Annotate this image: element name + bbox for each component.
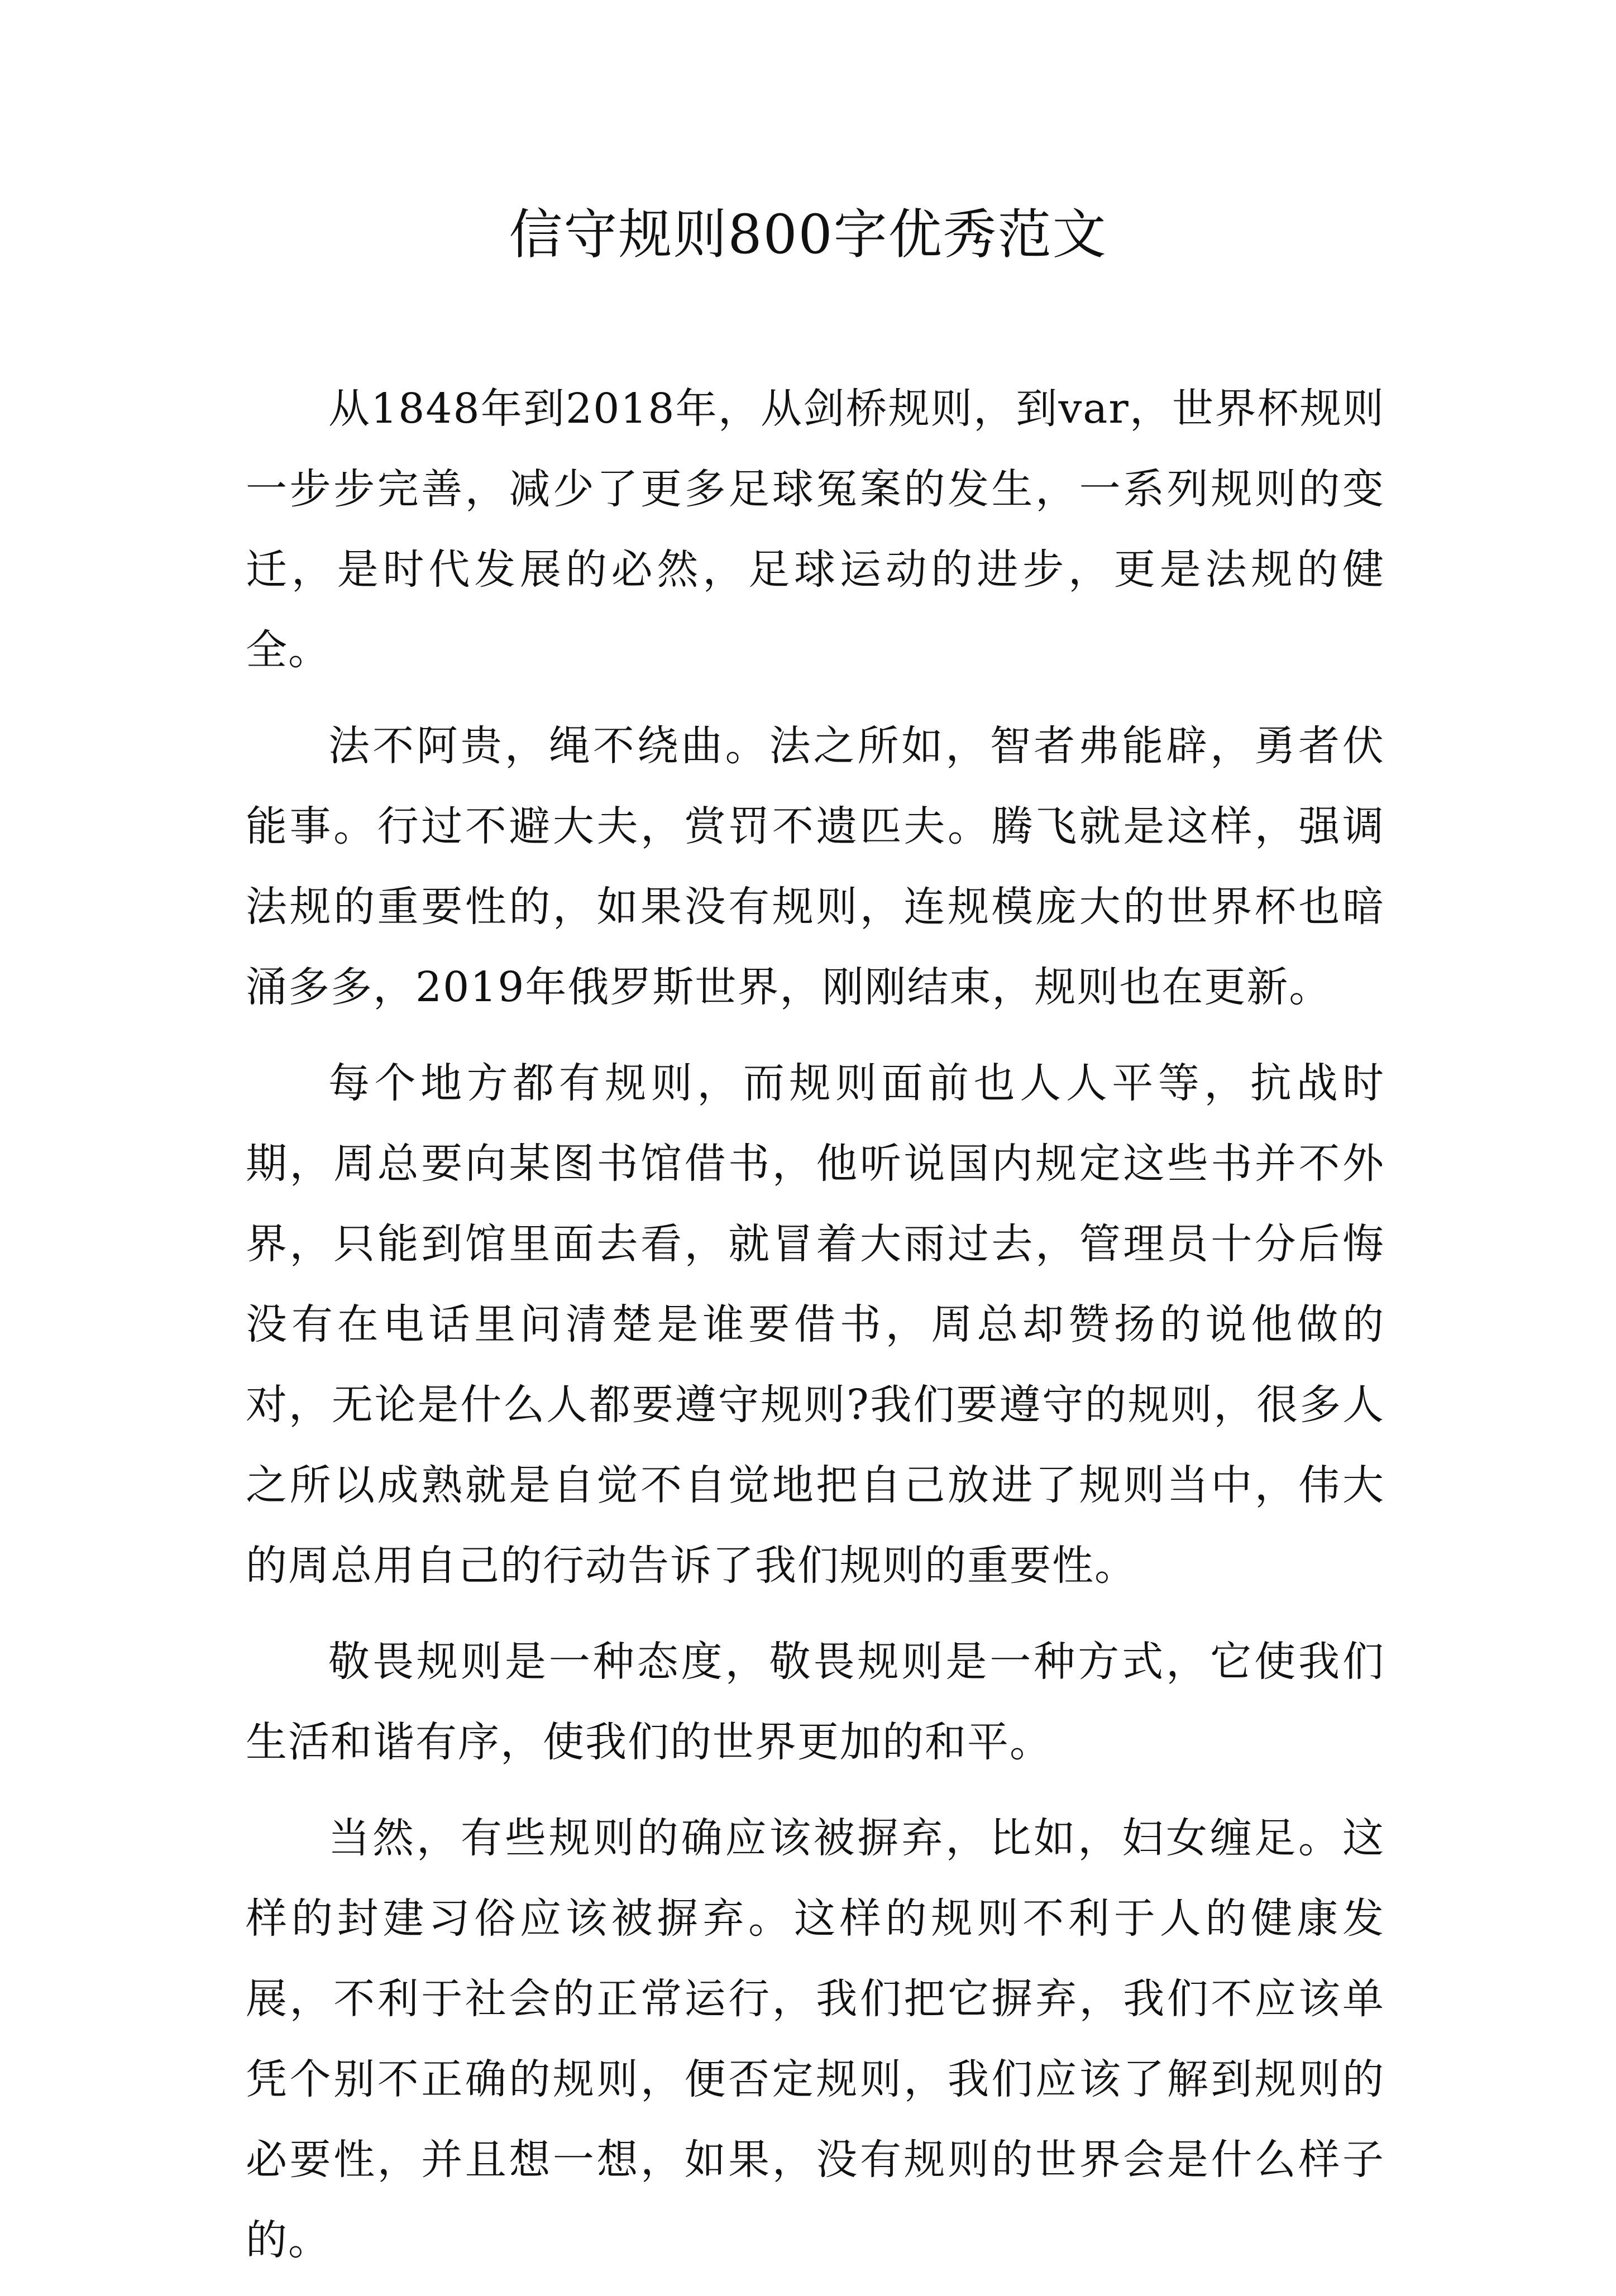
document-body [246, 369, 1385, 2296]
paragraph: 当然，有些规则的确应该被摒弃，比如，妇女缠足。这样的封建习俗应该被摒弃。这样的规则不利于人的健康发展，不利于社会的正常运行，我们把它摒弃，我们不应该单凭个别不正确的规则，便否定规则，我们应该了解到规则的必要性，并且想一想，如果，没有规则的世界会是什么样子的。 [246, 1814, 1385, 2264]
paragraph: 敬畏规则是一种态度，敬畏规则是一种方式，它使我们生活和谐有序，使我们的世界更加的和平。 [246, 1638, 1385, 1766]
document-title: 信守规则800字优秀范文 [509, 203, 1107, 266]
paragraph: 从1848年到2018年，从剑桥规则，到var，世界杯规则一步步完善，减少了更多足球冤案的发生，一系列规则的变迁，是时代发展的必然，足球运动的进步，更是法规的健全。 [246, 385, 1385, 674]
paragraph: 每个地方都有规则，而规则面前也人人平等，抗战时期，周总要向某图书馆借书，他听说国内规定这些书并不外界，只能到馆里面去看，就冒着大雨过去，管理员十分后悔没有在电话里问清楚是谁要借书，周总却赞扬的说他做的对，无论是什么人都要遵守规则?我们要遵守的规则，很多人之所以成熟就是自觉不自觉地把自己放进了规则当中，伟大的周总用自己的行动告诉了我们规则的重要性。 [246, 1059, 1385, 1590]
paragraph: 法不阿贵，绳不绕曲。法之所如，智者弗能辟，勇者伏能事。行过不避大夫，赏罚不遗匹夫。腾飞就是这样，强调法规的重要性的，如果没有规则，连规模庞大的世界杯也暗涌多多，2019年俄罗斯世界，刚刚结束，规则也在更新。 [246, 722, 1385, 1011]
